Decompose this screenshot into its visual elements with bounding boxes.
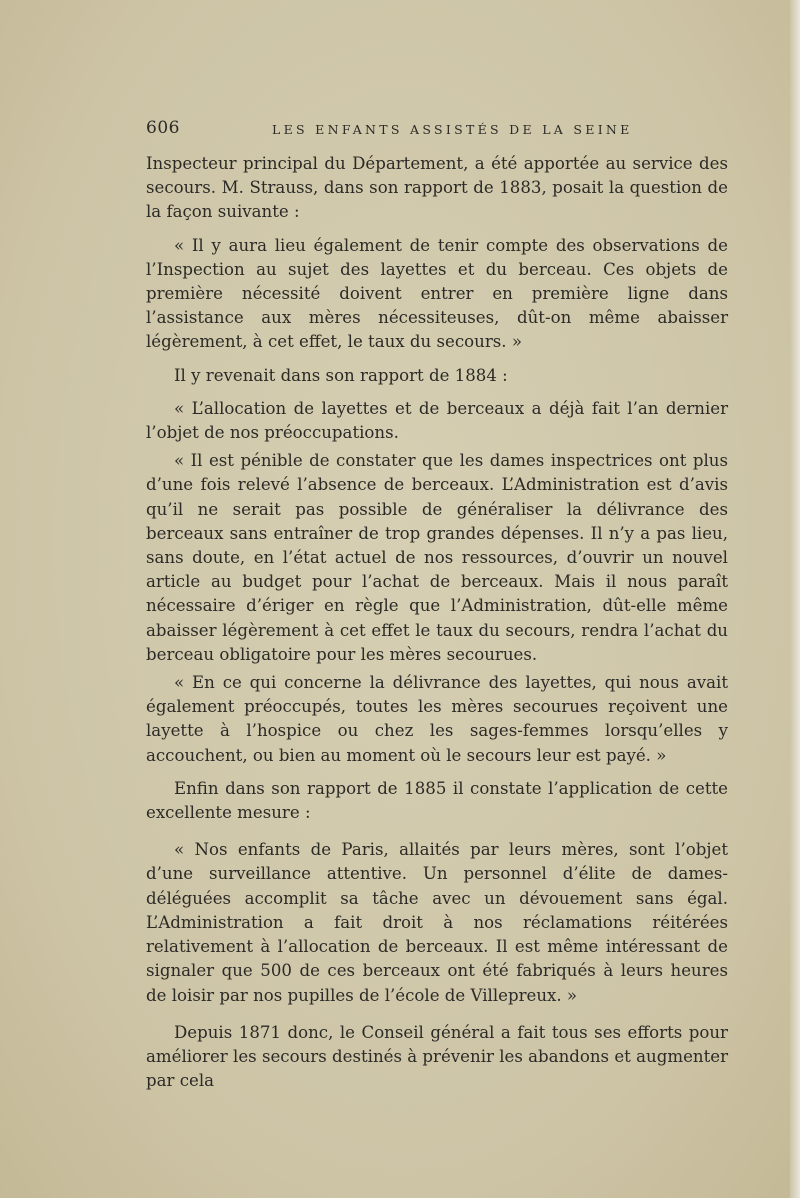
quote-paragraph-layettes: « En ce qui concerne la délivrance des layettes, qui nous avait également préoccupés, toutes les mères secourues reçoivent une layette à l’hospice ou chez les sages-femmes lorsqu’elles y accouchent, ou bien au moment où le secours leur est payé. » [146, 673, 728, 765]
quote-paragraph-berceaux: « Il est pénible de constater que les dames inspectrices ont plus d’une fois relevé l’absence de berceaux. L’Administration est d’avis qu’il ne serait pas possible de généraliser la délivrance des berceaux sans entraîner de trop grandes dépenses. Il n’y a pas lieu, sans doute, en l’état actuel de nos ressources, d’ouvrir un nouvel article au budget pour l’achat de berceaux. Mais il nous paraît nécessaire d’ériger en règle que l’Administration, dût-elle même abaisser légèrement à cet effet le taux du secours, rendra l’achat du berceau obligatoire pour les mères secourues. [146, 451, 728, 664]
body-text [146, 152, 728, 1093]
quote-paragraph-allocation: « L’allocation de layettes et de berceaux a déjà fait l’an dernier l’objet de nos préoccupations. [146, 398, 728, 443]
page-edge [790, 0, 800, 1198]
paragraph-conclusion: Depuis 1871 donc, le Conseil général a fait tous ses efforts pour améliorer les secours destinés à prévenir les abandons et augmenter par cela [146, 1022, 728, 1091]
paragraph-1885-intro: Enfin dans son rapport de 1885 il constate l’application de cette excellente mesure : [146, 778, 728, 823]
paragraph-continuation: Inspecteur principal du Département, a été apportée au service des secours. M. Strauss, dans son rapport de 1883, posait la question de la façon suivante : [146, 154, 728, 222]
quote-paragraph-1885: « Nos enfants de Paris, allaités par leurs mères, sont l’objet d’une surveillance attentive. Un personnel d’élite de dames-déléguées accomplit sa tâche avec un dévouement sans égal. L’Administration a fait droit à nos réclamations réitérées relativement à l’allocation de berceaux. Il est même intéressant de signaler que 500 de ces berceaux ont été fabriqués à leurs heures de loisir par nos pupilles de l’école de Villepreux. » [146, 840, 728, 1005]
quote-paragraph-1883: « Il y aura lieu également de tenir compte des observations de l’Inspection au sujet des layettes et du berceau. Ces objets de première nécessité doivent entrer en première ligne dans l’assistance aux mères nécessiteuses, dût-on même abaisser légèrement, à cet effet, le taux du secours. » [146, 235, 728, 352]
running-title: LES ENFANTS ASSISTÉS DE LA SEINE [272, 122, 633, 137]
paragraph-1884-intro: Il y revenait dans son rapport de 1884 : [174, 365, 508, 385]
page-number: 606 [146, 118, 180, 138]
page-header [146, 118, 728, 142]
